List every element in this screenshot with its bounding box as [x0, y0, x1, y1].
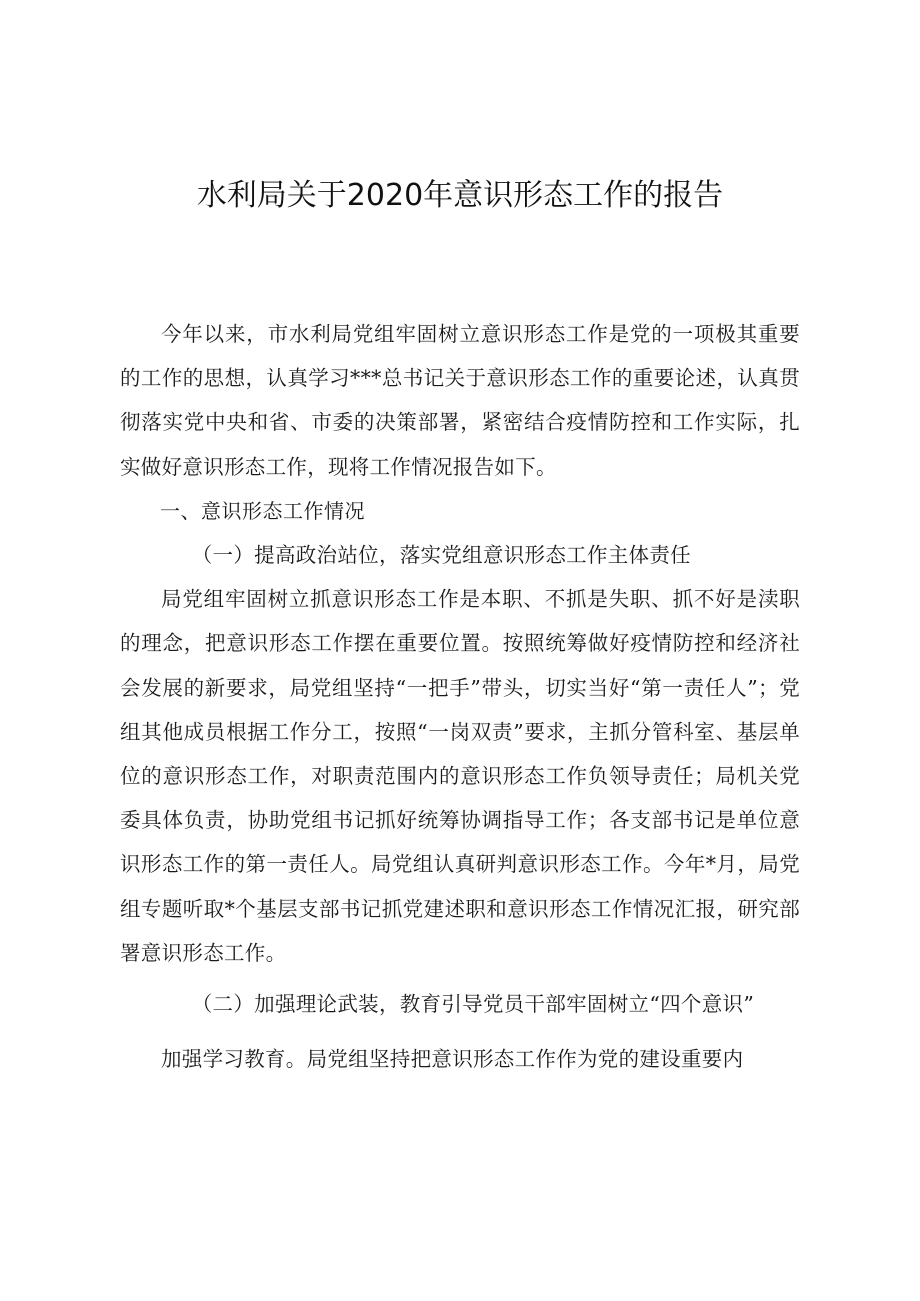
subsection-1-paragraph: 局党组牢固树立抓意识形态工作是本职、不抓是失职、抓不好是渎职的理念，把意识形态工作摆在重要位置。按照统筹做好疫情防控和经济社会发展的新要求，局党组坚持“一把手”带头，切实当好“第一责任人”；党组其他成员根据工作分工，按照“一岗双责”要求，主抓分管科室、基层单位的意识形态工作，对职责范围内的意识形态工作负领导责任；局机关党委具体负责，协助党组书记抓好统筹协调指导工作；各支部书记是单位意识形态工作的第一责任人。局党组认真研判意识形态工作。今年*月，局党组专题听取*个基层支部书记抓党建述职和意识形态工作情况汇报，研究部署意识形态工作。: [120, 587, 800, 965]
subsection-heading-1: （一）提高政治站位，落实党组意识形态工作主体责任: [191, 543, 691, 568]
subsection-heading-2: （二）加强理论武装，教育引导党员干部牢固树立“四个意识”: [191, 992, 755, 1017]
intro-paragraph: 今年以来，市水利局党组牢固树立意识形态工作是党的一项极其重要的工作的思想，认真学习***总书记关于意识形态工作的重要论述，认真贯彻落实党中央和省、市委的决策部署，紧密结合疫情防控和工作实际，扎实做好意识形态工作，现将工作情况报告如下。: [120, 322, 800, 479]
document-body: [120, 312, 800, 1081]
section-heading-1: 一、意识形态工作情况: [160, 498, 365, 523]
document-title: 水利局关于2020年意识形态工作的报告: [196, 178, 724, 213]
subsection-2-paragraph: 加强学习教育。局党组坚持把意识形态工作作为党的建设重要内: [161, 1047, 744, 1072]
